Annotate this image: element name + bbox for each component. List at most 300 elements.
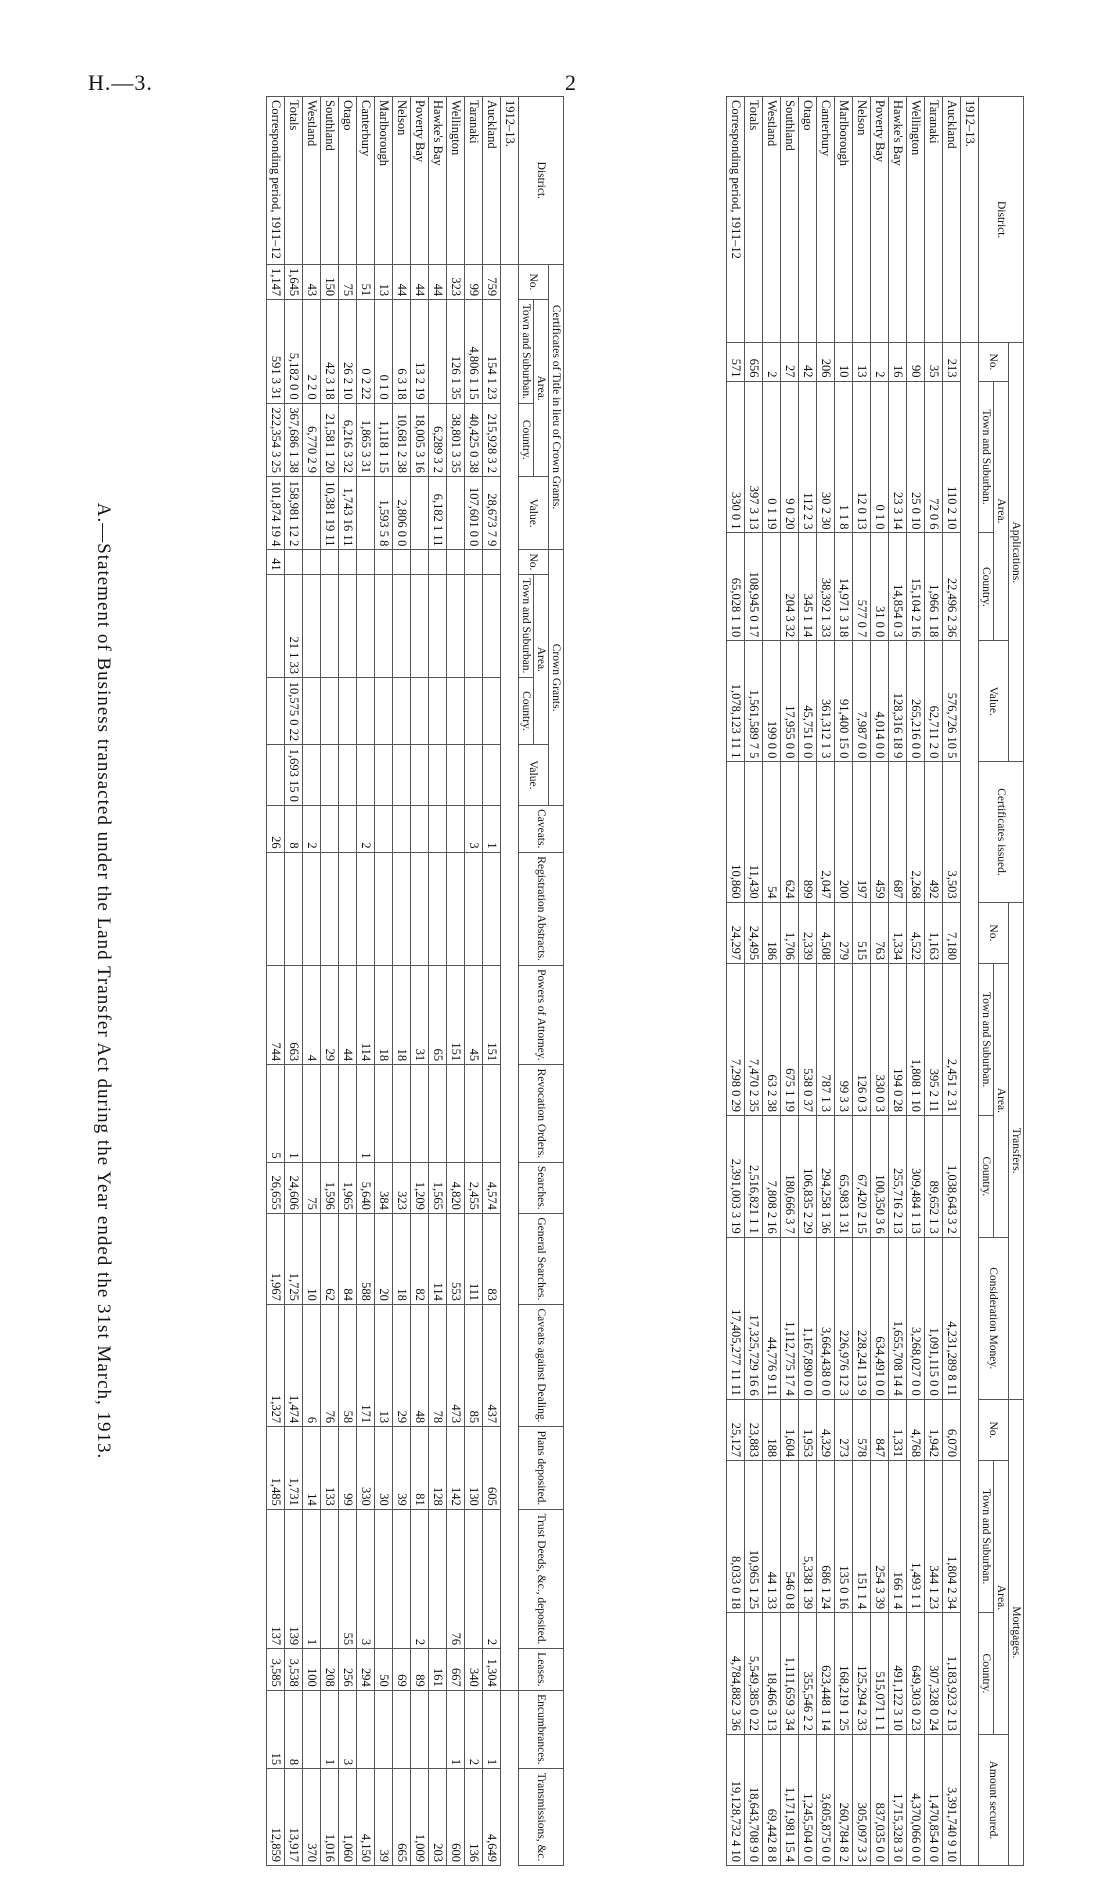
cell-cert: 3,503 [943,762,961,902]
cell-g-value [483,745,501,806]
cell-leases: 3,585 [267,1649,285,1691]
cell-revoc: 1 [357,1065,375,1162]
cell-g-country [267,677,285,744]
cell-m-no: 188 [763,1399,781,1460]
cell-m-town: 344 1 23 [925,1461,943,1613]
cell-g-town [303,574,321,677]
cell-powers: 663 [285,965,303,1065]
cell-caveats: 3 [465,805,483,852]
cell-trust: 2 [411,1509,429,1648]
cell-g-value [339,745,357,806]
cell-t-consid: 226,976 12 3 [835,1237,853,1399]
cell-t-country: 294,258 1 36 [817,1116,835,1238]
cell-m-amount: 4,370,066 0 0 [907,1734,925,1865]
cell-a-no: 2 [763,343,781,381]
cell-a-town: 110 2 10 [943,381,961,533]
cell-c-country: 21,581 1 20 [321,403,339,476]
cell-searches: 5,640 [357,1162,375,1213]
cell-a-value: 128,316 18 9 [889,641,907,762]
cell-g-town [393,574,411,677]
cell-t-consid: 1,655,708 14 4 [889,1237,907,1399]
cell-caveats [339,805,357,852]
cell-t-country: 309,484 1 13 [907,1116,925,1238]
cell-district: Nelson [393,97,411,265]
cell-m-country: 125,294 2 33 [853,1613,871,1735]
cell-a-no: 10 [835,343,853,381]
th-caveats: Caveats. [519,805,564,852]
totals-row [745,97,763,1866]
cell-c-value: 28,673 7 9 [483,476,501,549]
cell-leases: 340 [465,1649,483,1691]
cell-district: Marlborough [835,97,853,343]
cell-a-no: 213 [943,343,961,381]
th-applications: Applications. [1009,343,1024,762]
table-row [411,97,429,1866]
th-powers: Powers of Attorney. [519,965,564,1065]
cell-c-no: 44 [429,264,447,300]
table-row [907,97,925,1866]
cell-t-town: 675 1 19 [781,964,799,1116]
cell-a-town: 112 2 3 [799,381,817,533]
cell-a-town: 72 0 6 [925,381,943,533]
cell-t-no: 4,508 [817,902,835,963]
cell-gen: 83 [483,1213,501,1304]
cell-gen: 1,725 [285,1213,303,1304]
cell-caveats: 26 [267,805,285,852]
cell-caveats [375,805,393,852]
cell-c-town: 0 1 0 [375,300,393,403]
cell-leases: 89 [411,1649,429,1691]
cell-cert: 11,430 [745,762,763,902]
cell-g-country [447,677,465,744]
cell-g-no [465,550,483,574]
cell-plans: 605 [483,1427,501,1510]
cell-t-consid: 634,491 0 0 [871,1237,889,1399]
cell-trust: 137 [267,1509,285,1648]
cell-cert: 200 [835,762,853,902]
cell-c-no: 43 [303,264,321,300]
cell-g-no [375,550,393,574]
th-value: Value. [519,476,549,549]
cell-t-no: 24,297 [727,902,745,963]
th-area: Area. [534,300,549,477]
cell-cert: 2,268 [907,762,925,902]
cell-g-no [393,550,411,574]
cell-trust [375,1509,393,1648]
cell-t-no: 1,334 [889,902,907,963]
cell-leases: 294 [357,1649,375,1691]
cell-enc: 2 [465,1690,483,1768]
cell-a-town: 330 0 1 [727,381,745,533]
cell-m-amount: 69,442 8 8 [763,1734,781,1865]
cell-plans: 39 [393,1427,411,1510]
th-transmissions: Transmissions, &c. [519,1769,564,1866]
table-row [465,97,483,1866]
cell-m-no: 847 [871,1399,889,1460]
th-area: Area. [534,574,549,745]
cell-trust [429,1509,447,1648]
cell-gen: 18 [393,1213,411,1304]
cell-c-country: 18,005 3 16 [411,403,429,476]
cell-m-amount: 1,715,328 3 0 [889,1734,907,1865]
cell-trans: 370 [303,1769,321,1866]
cell-c-no: 1,147 [267,264,285,300]
cell-a-value: 62,711 2 0 [925,641,943,762]
cell-g-value [447,745,465,806]
cell-reg [357,852,375,965]
cell-a-country: 108,945 0 17 [745,533,763,641]
statement-title: A.—Statement of Business transacted under the Land Transfer Act during the Year ended the 31st March, 1913. [93,502,114,1460]
th-certificates: Certificates issued. [979,762,1024,902]
cell-powers: 744 [267,965,285,1065]
cell-m-town: 1,804 2 34 [943,1461,961,1613]
cell-plans: 133 [321,1427,339,1510]
cell-m-country: 168,219 1 25 [835,1613,853,1735]
cell-g-country [411,677,429,744]
cell-m-no: 273 [835,1399,853,1460]
cell-t-no: 1,706 [781,902,799,963]
cell-c-town [429,300,447,403]
cell-c-value: 6,182 1 11 [429,476,447,549]
cell-trans: 665 [393,1769,411,1866]
cell-g-country [483,677,501,744]
cell-cav-d: 1,327 [267,1304,285,1426]
th-area: Area. [994,381,1009,641]
cell-a-no: 13 [853,343,871,381]
cell-gen: 84 [339,1213,357,1304]
cell-c-value: 2,806 0 0 [393,476,411,549]
cell-trans: 4,649 [483,1769,501,1866]
th-town: Town and Suburban. [979,964,994,1116]
cell-g-no [483,550,501,574]
th-district: District. [979,97,1024,343]
cell-g-country [357,677,375,744]
cell-t-country: 65,983 1 31 [835,1116,853,1238]
table-row [321,97,339,1866]
cell-a-value: 199 0 0 [763,641,781,762]
cell-leases: 667 [447,1649,465,1691]
cell-m-no: 578 [853,1399,871,1460]
cell-t-town: 126 0 3 [853,964,871,1116]
cell-powers: 65 [429,965,447,1065]
cell-g-value [411,745,429,806]
cell-revoc [321,1065,339,1162]
cell-reg [483,852,501,965]
cell-powers: 45 [465,965,483,1065]
cell-district: Hawke's Bay [429,97,447,265]
cell-searches: 2,455 [465,1162,483,1213]
cell-m-country: 307,328 0 24 [925,1613,943,1735]
cell-searches: 1,965 [339,1162,357,1213]
cell-t-consid: 3,268,027 0 0 [907,1237,925,1399]
cell-c-value: 10,381 19 11 [321,476,339,549]
rotated-statement [84,96,1044,1866]
cell-cert: 10,860 [727,762,745,902]
cell-g-country [465,677,483,744]
cell-t-town: 395 2 11 [925,964,943,1116]
cell-c-town: 2 2 0 [303,300,321,403]
cell-leases: 161 [429,1649,447,1691]
cell-caveats: 8 [285,805,303,852]
th-town: Town and Suburban. [979,1461,994,1613]
cell-plans: 1,485 [267,1427,285,1510]
cell-a-value: 45,751 0 0 [799,641,817,762]
th-cert-title: Certificates of Title in lieu of Crown Grants. [549,264,564,550]
cell-leases: 256 [339,1649,357,1691]
th-crown-grants: Crown Grants. [549,550,564,805]
cell-gen: 82 [411,1213,429,1304]
cell-a-value: 265,216 0 0 [907,641,925,762]
cell-t-town: 1,808 1 10 [907,964,925,1116]
cell-enc [393,1690,411,1768]
cell-m-country: 515,071 1 1 [871,1613,889,1735]
cell-g-no [411,550,429,574]
cell-t-country: 106,835 2 29 [799,1116,817,1238]
cell-enc: 8 [285,1690,303,1768]
table-row [357,97,375,1866]
cell-t-consid: 17,325,729 16 6 [745,1237,763,1399]
cell-m-town: 44 1 33 [763,1461,781,1613]
cell-plans: 81 [411,1427,429,1510]
cell-trans: 1,009 [411,1769,429,1866]
cell-trans: 12,859 [267,1769,285,1866]
cell-searches: 1,565 [429,1162,447,1213]
table-row [871,97,889,1866]
cell-c-value [411,476,429,549]
cell-t-no: 2,339 [799,902,817,963]
th-country: Country. [519,677,534,744]
cell-enc [375,1690,393,1768]
cell-a-value: 1,561,589 7 5 [745,641,763,762]
cell-c-value: 1,593 5 8 [375,476,393,549]
cell-m-no: 1,953 [799,1399,817,1460]
cell-m-country: 491,122 3 10 [889,1613,907,1735]
cell-t-no: 24,495 [745,902,763,963]
cell-m-country: 1,111,659 3 34 [781,1613,799,1735]
cell-a-value: 576,726 10 5 [943,641,961,762]
cell-reg [303,852,321,965]
cell-t-no: 7,180 [943,902,961,963]
cell-revoc [429,1065,447,1162]
table-land-transfer-business [726,96,1024,1866]
cell-t-country: 2,516,821 1 1 [745,1116,763,1238]
cell-m-no: 6,070 [943,1399,961,1460]
cell-g-town [411,574,429,677]
table-certificates-crown-grants [266,96,564,1866]
cell-a-no: 206 [817,343,835,381]
cell-m-no: 1,331 [889,1399,907,1460]
cell-c-no: 13 [375,264,393,300]
cell-g-value [393,745,411,806]
cell-a-value: 1,078,123 11 1 [727,641,745,762]
cell-leases: 69 [393,1649,411,1691]
cell-g-town: 21 1 33 [285,574,303,677]
cell-m-no: 4,768 [907,1399,925,1460]
cell-m-town: 166 1 4 [889,1461,907,1613]
table-row [303,97,321,1866]
cell-cav-d: 58 [339,1304,357,1426]
th-area: Area. [994,964,1009,1238]
cell-searches: 4,820 [447,1162,465,1213]
cell-enc: 15 [267,1690,285,1768]
cell-c-town: 591 3 31 [267,300,285,403]
cell-c-no: 44 [411,264,429,300]
cell-district: Hawke's Bay [889,97,907,343]
cell-cert: 54 [763,762,781,902]
cell-powers: 18 [375,965,393,1065]
cell-district: Auckland [483,97,501,265]
th-no: No. [979,902,1009,963]
th-caveats-dealing: Caveats against Dealing. [519,1304,564,1426]
cell-c-no: 150 [321,264,339,300]
cell-t-town: 538 0 37 [799,964,817,1116]
cell-m-town: 10,965 1 25 [745,1461,763,1613]
cell-a-country: 577 0 7 [853,533,871,641]
th-transfers: Transfers. [1009,902,1024,1399]
cell-trans: 13,917 [285,1769,303,1866]
cell-a-country: 14,854 0 3 [889,533,907,641]
cell-cav-d: 6 [303,1304,321,1426]
cell-gen: 10 [303,1213,321,1304]
cell-powers: 114 [357,965,375,1065]
cell-reg [321,852,339,965]
page-number: 2 [565,70,576,95]
cell-m-amount: 837,035 0 0 [871,1734,889,1865]
cell-g-country [303,677,321,744]
cell-m-country: 355,546 2 2 [799,1613,817,1735]
table-row [925,97,943,1866]
cell-c-country: 222,354 3 25 [267,403,285,476]
cell-t-town: 194 0 28 [889,964,907,1116]
cell-t-no: 763 [871,902,889,963]
cell-a-no: 90 [907,343,925,381]
cell-revoc [393,1065,411,1162]
cell-m-town: 254 3 39 [871,1461,889,1613]
cell-a-country: 1,966 1 18 [925,533,943,641]
cell-t-town: 330 0 3 [871,964,889,1116]
cell-cav-d: 85 [465,1304,483,1426]
cell-t-no: 515 [853,902,871,963]
cell-m-country: 623,448 1 14 [817,1613,835,1735]
cell-g-town [465,574,483,677]
cell-enc [303,1690,321,1768]
cell-m-no: 1,604 [781,1399,799,1460]
cell-m-town: 135 0 16 [835,1461,853,1613]
cell-reg [447,852,465,965]
cell-revoc [339,1065,357,1162]
cell-revoc [411,1065,429,1162]
th-district: District. [519,97,564,265]
cell-cav-d: 1,474 [285,1304,303,1426]
cell-c-town: 13 2 19 [411,300,429,403]
cell-cav-d: 48 [411,1304,429,1426]
cell-district: Poverty Bay [411,97,429,265]
cell-leases: 50 [375,1649,393,1691]
units-row [961,343,979,1866]
cell-g-country [429,677,447,744]
cell-enc: 1 [447,1690,465,1768]
cell-district: Westland [303,97,321,265]
cell-cert: 459 [871,762,889,902]
cell-plans: 330 [357,1427,375,1510]
cell-g-no [447,550,465,574]
cell-district: Canterbury [817,97,835,343]
cell-m-amount: 19,128,732 4 10 [727,1734,745,1865]
cell-reg [339,852,357,965]
cell-trust [321,1509,339,1648]
cell-c-no: 323 [447,264,465,300]
cell-g-town [357,574,375,677]
cell-caveats [393,805,411,852]
table-row [889,97,907,1866]
cell-m-amount: 1,245,504 0 0 [799,1734,817,1865]
cell-c-country: 1,865 3 31 [357,403,375,476]
cell-a-value: 4,014 0 0 [871,641,889,762]
cell-g-value [321,745,339,806]
cell-g-no [357,550,375,574]
cell-powers: 18 [393,965,411,1065]
cell-district: Southland [321,97,339,265]
cell-m-amount: 305,097 3 3 [853,1734,871,1865]
cell-district: Canterbury [357,97,375,265]
cell-district: Otago [339,97,357,265]
cell-trust: 55 [339,1509,357,1648]
cell-cert: 2,047 [817,762,835,902]
cell-m-town: 151 1 4 [853,1461,871,1613]
cell-plans: 128 [429,1427,447,1510]
table-row [393,97,411,1866]
cell-t-consid: 17,405,277 11 11 [727,1237,745,1399]
cell-revoc [375,1065,393,1162]
cell-leases: 3,538 [285,1649,303,1691]
th-country: Country. [979,1613,994,1735]
cell-c-country: 10,681 2 38 [393,403,411,476]
cell-powers: 151 [483,965,501,1065]
cell-cert: 624 [781,762,799,902]
cell-cert: 492 [925,762,943,902]
cell-trust: 2 [483,1509,501,1648]
cell-c-town: 4,806 1 15 [465,300,483,403]
totals-row [727,97,745,1866]
cell-trans: 1,060 [339,1769,357,1866]
cell-c-value [447,476,465,549]
cell-c-country: 38,801 3 35 [447,403,465,476]
cell-c-country: 6,770 2 9 [303,403,321,476]
totals-row [285,97,303,1866]
cell-district: Wellington [907,97,925,343]
cell-district: Auckland [943,97,961,343]
cell-a-value: 91,400 15 0 [835,641,853,762]
cell-a-country: 31 0 0 [871,533,889,641]
cell-district: Totals [285,97,303,265]
cell-m-country: 5,549,385 0 22 [745,1613,763,1735]
cell-caveats [321,805,339,852]
cell-plans: 130 [465,1427,483,1510]
cell-caveats: 2 [303,805,321,852]
th-town: Town and Suburban. [979,381,994,533]
cell-a-town: 0 1 0 [871,381,889,533]
cell-m-country: 649,303 0 23 [907,1613,925,1735]
cell-trust: 139 [285,1509,303,1648]
cell-c-value [303,476,321,549]
cell-a-value: 7,987 0 0 [853,641,871,762]
cell-m-amount: 1,171,981 15 4 [781,1734,799,1865]
cell-searches: 4,574 [483,1162,501,1213]
cell-trust: 1 [303,1509,321,1648]
table1-body [727,97,979,1866]
cell-district: Taranaki [925,97,943,343]
cell-searches: 26,655 [267,1162,285,1213]
